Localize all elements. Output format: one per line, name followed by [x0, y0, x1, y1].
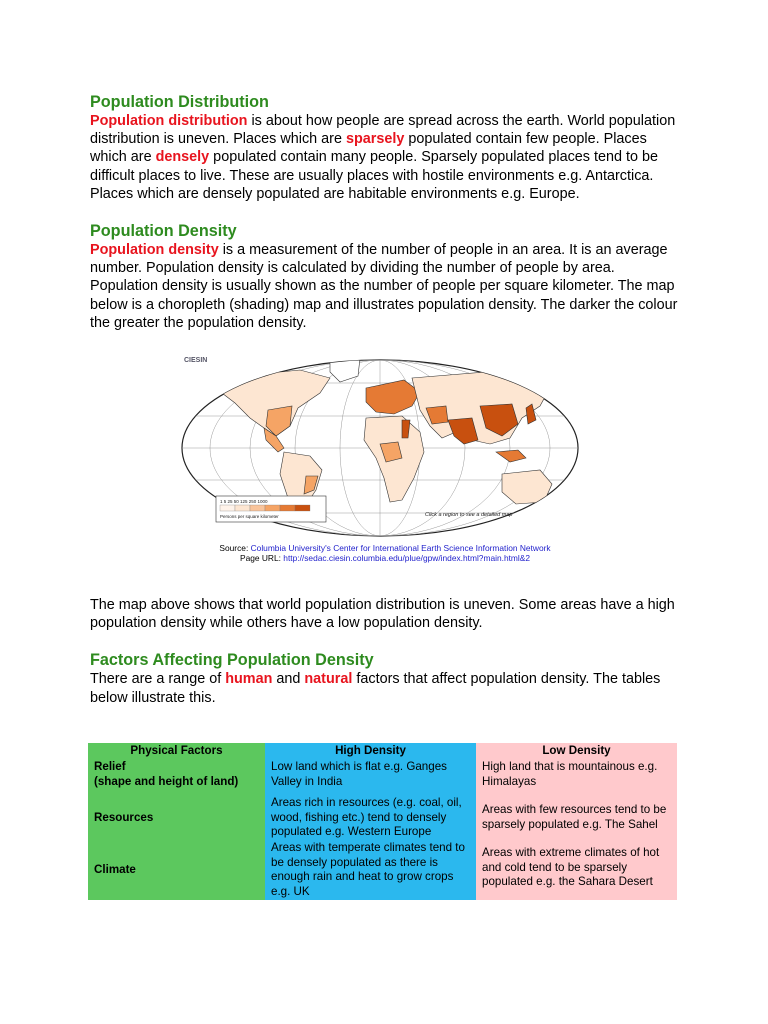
- map-click-note: Click a region to see a detailed map: [425, 512, 513, 519]
- factor-climate: Climate: [88, 840, 265, 900]
- legend-caption: Persons per square kilometer: [220, 514, 279, 520]
- keyword-densely: densely: [155, 149, 210, 166]
- page-url-link[interactable]: http://sedac.ciesin.columbia.edu/plue/gpw/index.html?main.html&2: [283, 553, 531, 564]
- document-body: [90, 92, 680, 707]
- paragraph-population-distribution: [90, 112, 680, 203]
- climate-high-density: Areas with temperate climates tend to be densely populated as there is enough rain and heat to grow crops e.g. UK: [265, 840, 476, 900]
- keyword-sparsely: sparsely: [345, 131, 405, 148]
- keyword-natural: natural: [304, 671, 353, 688]
- resources-low-density: Areas with few resources tend to be sparsely populated e.g. The Sahel: [476, 795, 677, 840]
- heading-population-distribution: Population Distribution: [90, 93, 269, 111]
- table-header-row: [88, 743, 677, 759]
- factor-relief-subtitle: (shape and height of land): [94, 774, 239, 788]
- paragraph-population-density: [90, 241, 680, 332]
- heading-population-density: Population Density: [90, 222, 237, 241]
- text-fragment: There are a range of: [90, 671, 226, 688]
- heading-factors: Factors Affecting Population Density: [90, 651, 374, 670]
- text-fragment: and: [272, 671, 305, 688]
- source-prefix: Source:: [219, 543, 251, 554]
- source-link[interactable]: Columbia University's Center for International Earth Science Information Network: [250, 543, 551, 554]
- table-row: [88, 795, 677, 840]
- map-legend: [216, 496, 326, 522]
- world-population-density-map[interactable]: [180, 348, 580, 538]
- text-fragment: populated contain many people. Sparsely populated places tend to be difficult places to live. These are usually places with hostile environments e.g. Antarctica. Places which are densely populated are habitable environments e.g. Europe.: [90, 149, 659, 202]
- relief-high-density: Low land which is flat e.g. Ganges Valley in India: [265, 759, 476, 795]
- text-fragment: populated contain few people. Places which are: [90, 131, 647, 166]
- climate-low-density: Areas with extreme climates of hot and cold tend to be sparsely populated e.g. the Sahara Desert: [476, 840, 677, 900]
- physical-factors-table: [88, 743, 677, 900]
- keyword-population-density: Population density: [90, 242, 219, 259]
- resources-high-density: Areas rich in resources (e.g. coal, oil, wood, fishing etc.) tend to densely populated e.g. Western Europe: [265, 795, 476, 840]
- table-row: [88, 759, 677, 795]
- keyword-population-distribution: Population distribution: [90, 113, 248, 129]
- header-physical-factors: Physical Factors: [88, 743, 265, 759]
- keyword-human: human: [225, 671, 273, 688]
- population-density-map-figure: [90, 348, 680, 563]
- ciesin-logo: CIESIN: [184, 357, 208, 365]
- header-high-density: High Density: [265, 743, 476, 759]
- text-fragment: factors that affect population density. The tables below illustrate this.: [90, 671, 661, 706]
- text-fragment: is about how people are spread across the earth. World population distribution is uneven. Places which are: [90, 113, 676, 148]
- text-fragment: is a measurement of the number of people in an area. It is an average number. Population density is calculated by dividing the number of people by area. Population density is usually shown as the number of people per square kilometer. The map below is a choropleth (shading) map and illustrates population density. The darker the colour the greater the population density.: [90, 242, 678, 331]
- factor-resources: Resources: [88, 795, 265, 840]
- paragraph-factors: [90, 670, 680, 706]
- table-row: [88, 840, 677, 900]
- factor-relief-title: Relief: [94, 760, 126, 774]
- page-url-prefix: Page URL:: [239, 553, 284, 564]
- factor-relief: [88, 759, 265, 795]
- legend-ticks: 1 5 25 50 125 250 1000: [220, 499, 268, 505]
- paragraph-after-map: The map above shows that world population distribution is uneven. Some areas have a high population density while others have a low population density.: [90, 597, 675, 632]
- header-low-density: Low Density: [476, 743, 677, 759]
- relief-low-density: High land that is mountainous e.g. Himalayas: [476, 759, 677, 795]
- map-source: [110, 543, 660, 563]
